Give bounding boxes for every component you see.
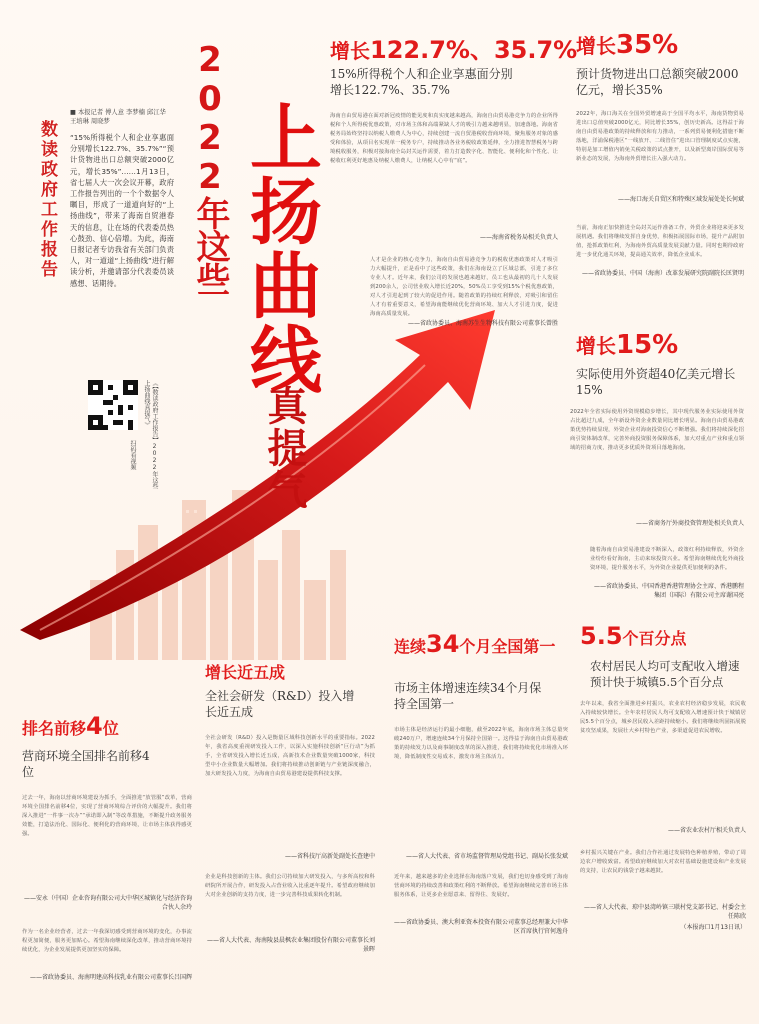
heading-number: 4 [86, 712, 103, 740]
page-footer-note: （本报海口1月13日讯） [680, 924, 746, 931]
heading-prefix: 连续 [394, 637, 427, 656]
heading-prefix: 增长 [330, 39, 370, 63]
section-heading [580, 622, 746, 650]
section-signature-2: ——省政协委员、澳大利亚资本投资有限公司董事总经理兼大中华区首席执行官何逸舟 [394, 919, 569, 935]
section-business-environment [22, 712, 192, 982]
section-body-2: 企业是科技创新的主体。我们公司持续加大研发投入，与多所高校和科研院所开展合作，研发投入占营业收入比重逐年提升。希望政府继续加大对企业创新的支持力度，进一步完善科技成果转化机制。 [205, 874, 375, 898]
heading-suffix: 个百分点 [622, 629, 687, 648]
section-market-entities [394, 630, 568, 936]
year-title: 2022年这些 [190, 40, 230, 295]
heading-number: 122.7%、35.7% [370, 36, 578, 64]
heading-prefix: 增长 [576, 334, 616, 358]
section-trade-volume [576, 30, 744, 278]
section-signature: ——省商务厅外商投资管理处相关负责人 [635, 520, 744, 527]
section-body-2: 随着海南自由贸易港建设不断深入，政策红利持续释放，外资企业纷纷看好海南，主动来琼投资兴业。希望海南继续优化外商投资环境，提升服务水平，为外资企业提供更加便利的条件。 [590, 547, 744, 571]
byline: ■ 本报记者 傅人意 李梦楠 邱江华 王培琳 周晓梦 [70, 109, 166, 125]
column-label: 数读政府工作报告 [37, 120, 57, 280]
section-body-2: 乡村振兴关键在产业。我们合作社通过发展特色种植养殖，带动了周边农户增收致富。希望政府继续加大对农村基础设施建设和产业发展的支持，让农民的钱袋子越来越鼓。 [580, 850, 746, 874]
section-heading [394, 630, 568, 658]
section-subtitle: 15%所得税个人和企业享惠面分别增长122.7%、35.7% [330, 67, 513, 97]
section-signature: ——安永（中国）企业咨询有限公司大中华区城镇化与经济咨询合伙人余玲 [23, 895, 192, 911]
section-subtitle: 实际使用外资超40亿美元增长15% [576, 367, 736, 397]
section-heading [576, 330, 744, 364]
section-heading [22, 712, 192, 742]
section-subtitle: 市场主体增速连续34个月保持全国第一 [394, 681, 542, 711]
section-signature: ——海南省税务局相关负责人 [479, 234, 558, 241]
section-signature: ——省人大代表、省市场监督管理局党组书记、副局长张发斌 [405, 853, 568, 860]
section-subtitle: 营商环境全国排名前移4位 [22, 749, 150, 779]
section-body-2: 近年来，越来越多的企业选择在海南落户发展，我们也切身感受到了海南营商环境的持续改善和政策红利的不断释放。希望海南继续完善市场主体服务体系，让更多企业愿意来、留得住、发展好。 [394, 874, 568, 898]
main-title: 上扬曲线 [238, 100, 322, 396]
heading-number: 35% [616, 30, 679, 60]
section-signature-2: ——省人大代表、海南陵县晨枫农业集团股份有限公司董事长刘景晖 [206, 937, 375, 953]
qr-caption: 《【数读政府工作报告】2022年这些上扬曲线真提气》 [143, 380, 158, 489]
section-subtitle: 农村居民人均可支配收入增速预计快于城镇5.5个百分点 [590, 659, 740, 689]
section-body-2: 作为一名企业经营者，过去一年我深切感受到营商环境的变化，办事流程更加简便，服务更加贴心。希望海南继续深化改革，推动营商环境持续优化，为企业发展提供更加坚实的保障。 [22, 929, 192, 953]
section-subtitle: 全社会研发（R&D）投入增长近五成 [205, 689, 355, 719]
section-foreign-investment-body [500, 408, 744, 600]
heading-prefix: 排名前移 [22, 719, 87, 738]
section-signature-2: ——省政协委员、海南苏生生物科技有限公司董事长曾胜 [407, 320, 558, 327]
main-subtitle: 真提气 [261, 385, 307, 511]
section-body: 2022年全省实际使用外资规模稳步增长，其中现代服务业实际使用外资占比超过九成，全年新设外资企业数量同比增长明显。海南自由贸易港政策优势持续显现，外资企业对海南投资信心不断增强。我们将持续深化招商引资体制改革，完善外商投资服务保障体系，加大对重点产业和重点领域的招商力度，推动更多优质外资项目落地海南。 [570, 409, 744, 451]
section-body: 去年以来，我省全面推进乡村振兴，农业农村经济稳步发展，农民收入持续较快增长。全年农村居民人均可支配收入增速预计快于城镇居民5.5个百分点，城乡居民收入差距持续缩小。我们将继续巩固拓展脱贫攻坚成果，发展壮大乡村特色产业，多渠道促进农民增收。 [580, 701, 746, 734]
section-signature-2: ——省政协委员、中国（海南）改革发展研究院副院长匡贤明 [581, 270, 744, 277]
section-heading [205, 660, 375, 686]
heading-suffix: 位 [102, 719, 119, 738]
qr-code [88, 380, 138, 430]
section-subtitle: 预计货物进出口总额突破2000亿元，增长35% [576, 67, 739, 97]
section-rd-investment [205, 660, 375, 954]
qr-hint: 扫码看视频 [129, 440, 136, 470]
section-signature-2: ——省政协委员、海南明建高科技乳业有限公司董事长吕国辉 [29, 974, 192, 981]
heading-prefix: 增长近五成 [205, 663, 286, 682]
section-rural-income [580, 622, 746, 932]
heading-suffix: 个月全国第一 [459, 637, 556, 656]
section-foreign-investment [576, 330, 744, 398]
section-body: 海南自由贸易港在面对新冠疫情的能见度和真实度越来越高，海南自由贸易港竞争力的企业所得税和个人所得税优惠政策，对市场主体和高端紧缺人才的吸引力越来越明显，加速落地。海南省税务局始终坚持以纳税人缴费人为中心，持续创建一流自贸港税收营商环境，聚焦服务对象的感受和体验，从项目名实现单一税务专户，持续推动各业务税收政策延伸，全力推进智慧税务与跨境税收服务，积极对接海南全岛封关运作需要，着力打造数字化、智能化、便利化和个性化、让税收红利更好地惠及纳税人缴费人，让纳税人心中有“底”。 [330, 113, 558, 164]
heading-number: 34 [426, 630, 460, 658]
section-body: 全社会研发（R&D）投入是衡量区域科技创新水平的重要指标。2022年，我省高度重视研发投入工作，以深入实施科技创新“巨行动”为抓手，全省研发投入增长近五成，高新技术企业数量突破1000家，科技型中小企业数量大幅增加。我们将持续推动创新链与产业链深度融合，加大研发投入力度，为海南自由贸易港建设提供科技支撑。 [205, 735, 375, 777]
heading-number: 15% [616, 330, 679, 360]
section-heading [330, 30, 578, 64]
section-body: 市场主体是经济运行的最小细胞，截至2022年底，海南市场主体总量突破240万户，增速连续34个月保持全国第一。这得益于海南自由贸易港政策的持续发力以及商事制度改革的深入推进，我们将持续优化市场准入环境，降低制度性交易成本，激发市场主体活力。 [394, 727, 568, 760]
section-body: 过去一年，海南以营商环境建设为抓手，全面推进“放管服”改革，营商环境全国排名前移4位，实现了营商环境综合评价的大幅提升。我们将深入推进“一件事一次办”“承诺即入制”等改革措施，不断提升政务服务效能，打造法治化、国际化、便利化的营商环境，让市场主体获得感更强。 [22, 795, 192, 837]
section-signature: ——海口海关自贸区和特殊区域发展处处长何斌 [617, 196, 744, 203]
section-signature-2: ——省政协委员、中国香港香港管理协会主席、香港鹏程集团（国际）有限公司主席谢国亮 [593, 583, 744, 599]
heading-number: 5.5 [580, 622, 623, 650]
section-body-2: 人才是企业的核心竞争力，海南自由贸易港竞争力的税收优惠政策对人才吸引力大幅提升，正是看中了这些政策，我们在海南设立了区域总部，引进了多位专业人才。近年来，我们公司的发展也越来越好，员工也从最初的几十人发展到200余人，公司营业收入增长近20%，50%员工享受到15%个税优惠政策，对人才引进起到了较大的促进作用。随着政策的持续红利释放，对吸引和留住人才有着重要意义，希望海南能继续优化营商环境、加大人才引进力度，促进海南高质量发展。 [370, 257, 558, 317]
section-body: 2022年，海口海关在全国外贸增速高于全国平均水平，海南货物贸易进出口总值突破2000亿元，同比增长35%，创历史新高。这得益于海南自由贸易港政策的持续释放和有力推动，一系列贸易便利化措施不断落地，洋浦保税港区“一线放开、二线管住”进出口管理制度试点实施，特别是加工增值内销免关税政策的试点推开，以及新型离岸国际贸易等新业态的发展，为海南外贸增长注入强大动力。 [576, 111, 744, 162]
section-heading [576, 30, 744, 64]
section-body-2: 当前，海南正加快推进全岛封关运作准备工作，外贸企业将迎来更多发展机遇。我们将继续发挥自身优势，积极拓展国际市场，提升产品附加值，抢抓政策红利，为海南外贸高质量发展贡献力量。同时也期待政府进一步优化通关环境，提高通关效率，降低企业成本。 [576, 225, 744, 258]
section-signature-2: ——省人大代表、琼中县湾岭镇三联村党支部书记、村委会主任陈欣 [583, 904, 746, 920]
section-tax-share [330, 30, 578, 328]
heading-prefix: 增长 [576, 34, 616, 58]
section-signature: ——省农业农村厅相关负责人 [667, 827, 746, 834]
section-signature: ——省科技厅高新处副处长查建中 [284, 853, 375, 860]
intro-paragraph: “15%所得税个人和企业享惠面分别增长122.7%、35.7%”“预计货物进出口总额突破2000亿元，增长35%”……1月13日，省七届人大一次会议开幕，政府工作报告列出的一个个数据令人瞩目，形成了一道道向好的“上扬曲线”，带来了海南自贸港春天的信息，让在场的代表委员热心鼓劲、信心倍增。为此，海南日报记者专访我省有关部门负责人，对一道道“上扬曲线”进行解读分析，并邀请部分代表委员谈感想、话期待。 [70, 133, 174, 288]
